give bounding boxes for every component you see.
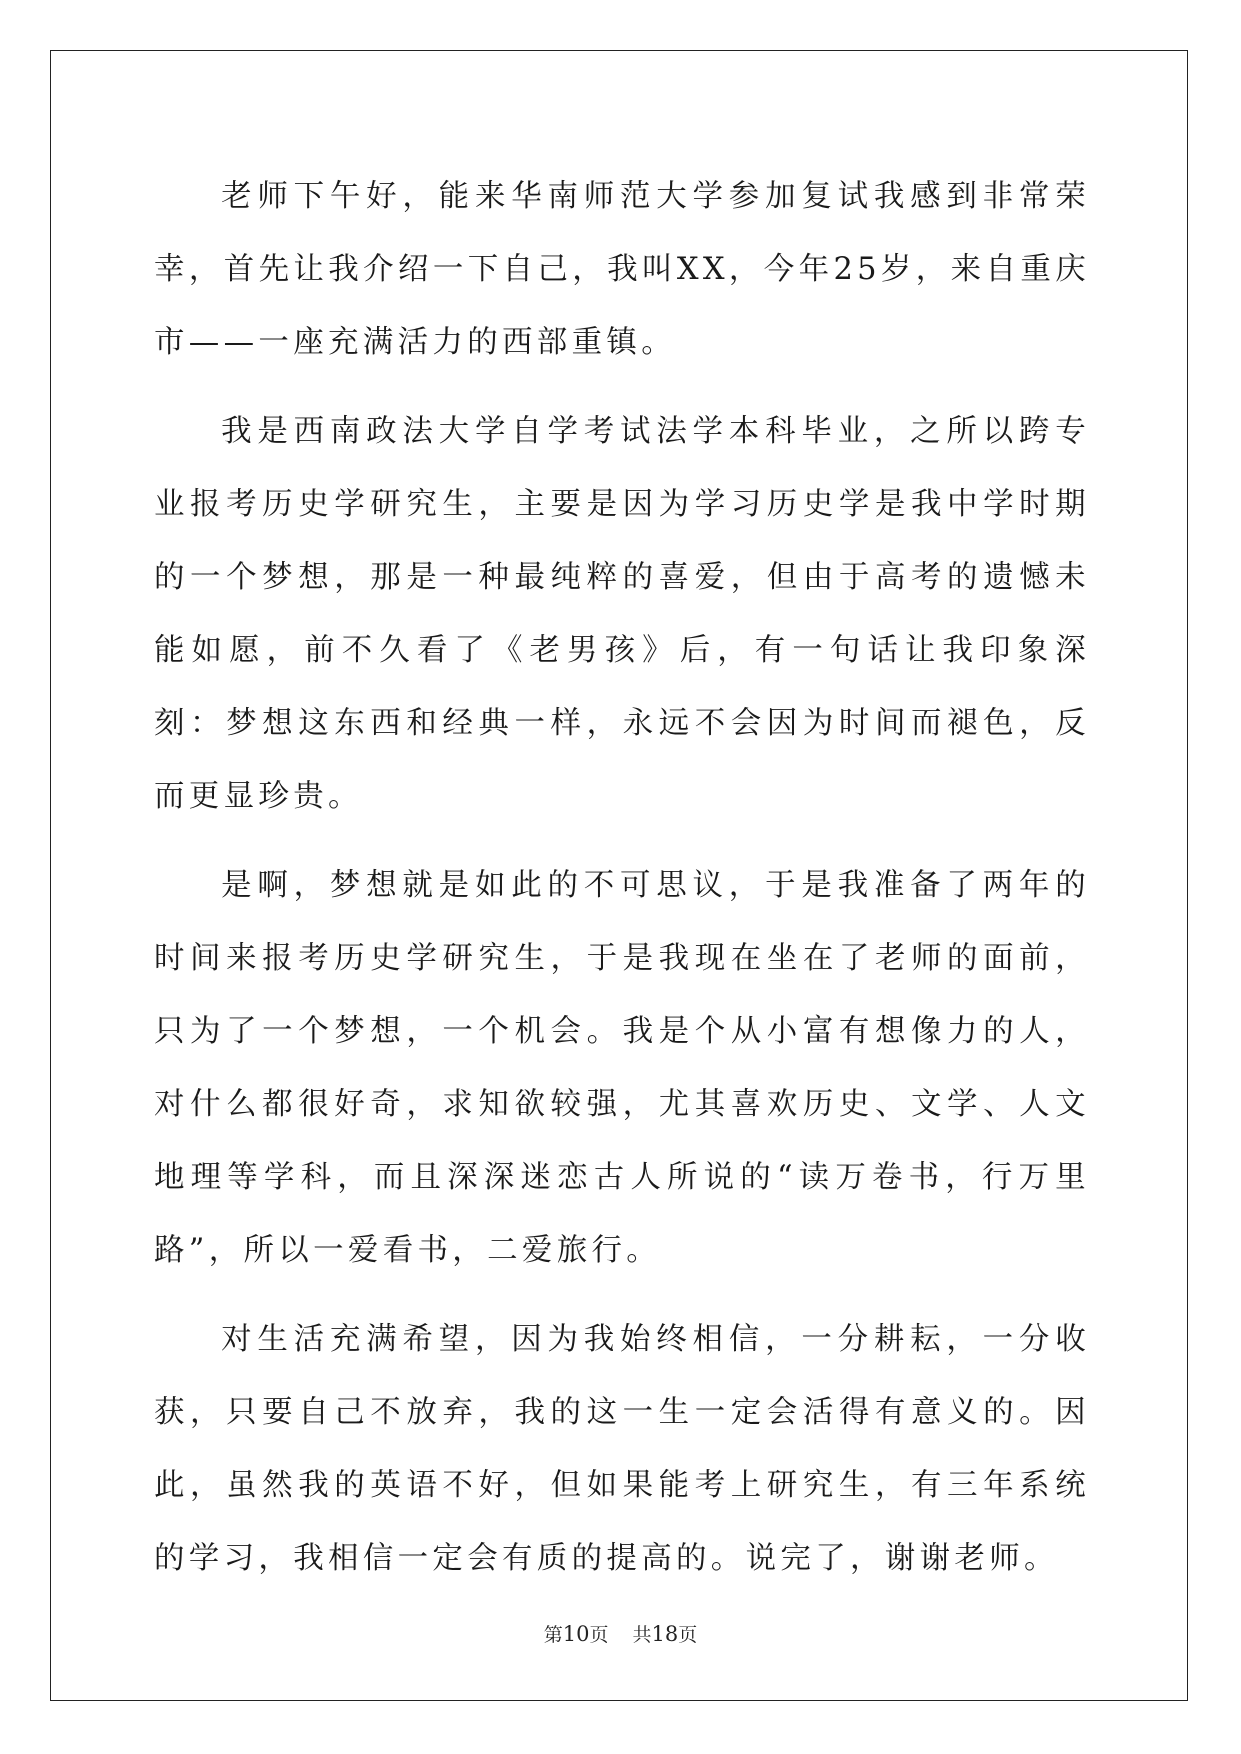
paragraph-4: 对生活充满希望，因为我始终相信，一分耕耘，一分收获，只要自己不放弃，我的这一生一定会活得有意义的。因此，虽然我的英语不好，但如果能考上研究生，有三年系统的学习，我相信一定会有质的提高的。说完了，谢谢老师。 bbox=[154, 1322, 1090, 1576]
page-footer bbox=[0, 1622, 1241, 1647]
paragraph-spacer bbox=[154, 833, 1090, 849]
footer-total-prefix: 共 bbox=[632, 1624, 652, 1646]
paragraph-spacer bbox=[154, 1287, 1090, 1303]
footer-total-suffix: 页 bbox=[678, 1624, 698, 1646]
current-page-number: 10 bbox=[562, 1622, 590, 1646]
footer-prefix: 第 bbox=[543, 1624, 563, 1646]
paragraph-2: 我是西南政法大学自学考试法学本科毕业，之所以跨专业报考历史学研究生，主要是因为学习历史学是我中学时期的一个梦想，那是一种最纯粹的喜爱，但由于高考的遗憾未能如愿，前不久看了《老男孩》后，有一句话让我印象深刻：梦想这东西和经典一样，永远不会因为时间而褪色，反而更显珍贵。 bbox=[154, 414, 1090, 814]
footer-page-word: 页 bbox=[589, 1624, 609, 1646]
paragraph-spacer bbox=[154, 379, 1090, 395]
document-body bbox=[154, 160, 1090, 1595]
paragraph-3: 是啊，梦想就是如此的不可思议，于是我准备了两年的时间来报考历史学研究生，于是我现在坐在了老师的面前，只为了一个梦想，一个机会。我是个从小富有想像力的人，对什么都很好奇，求知欲较强，尤其喜欢历史、文学、人文地理等学科，而且深深迷恋古人所说的“读万卷书，行万里路”，所以一爱看书，二爱旅行。 bbox=[154, 868, 1090, 1268]
total-page-number: 18 bbox=[651, 1622, 679, 1646]
paragraph-1: 老师下午好，能来华南师范大学参加复试我感到非常荣幸，首先让我介绍一下自己，我叫XX，今年25岁，来自重庆市——一座充满活力的西部重镇。 bbox=[154, 179, 1090, 360]
